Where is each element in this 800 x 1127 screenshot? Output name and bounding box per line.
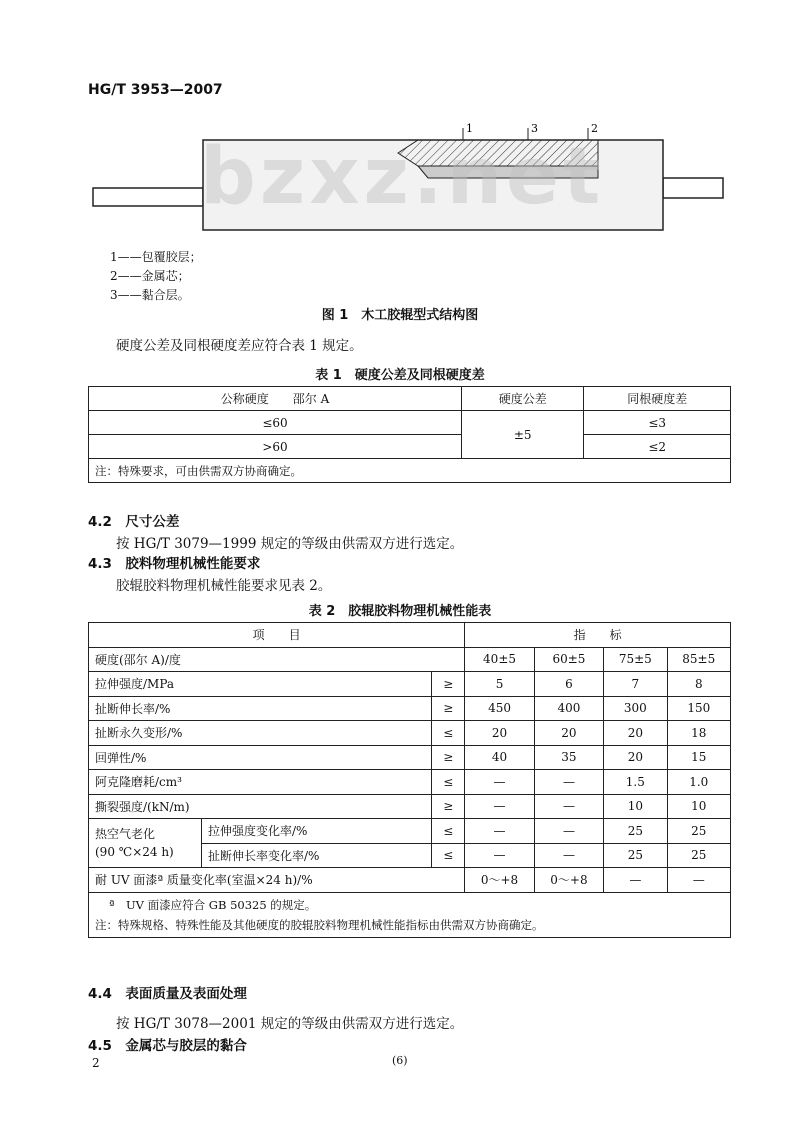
callout-2: 2 [591, 122, 598, 135]
table-cell: 6 [534, 672, 603, 697]
legend-item: 3——黏合层。 [110, 288, 190, 302]
table-notes [89, 892, 731, 937]
table-cell: 5 [465, 672, 534, 697]
callout-3: 3 [531, 122, 538, 135]
table-cell: 回弹性/% [89, 745, 432, 770]
table-cell: 20 [465, 721, 534, 746]
table-header: 公称硬度 邵尔 A [89, 387, 462, 411]
table-cell: — [604, 868, 667, 893]
table-cell: 40 [465, 745, 534, 770]
table2-caption: 表 2 胶辊胶料物理机械性能表 [308, 604, 492, 619]
paragraph: 胶辊胶料物理机械性能要求见表 2。 [116, 578, 332, 594]
table-header: 项 目 [89, 623, 465, 648]
callout-1: 1 [466, 122, 473, 135]
table-cell: — [534, 794, 603, 819]
table-cell: — [465, 770, 534, 795]
standard-number: HG/T 3953—2007 [88, 82, 223, 98]
table-cell: 撕裂强度/(kN/m) [89, 794, 432, 819]
section-heading: 4.4 表面质量及表面处理 [88, 986, 247, 1002]
table-cell: — [667, 868, 730, 893]
table-cell: 35 [534, 745, 603, 770]
table-cell: 10 [667, 794, 730, 819]
table-cell: 拉伸强度变化率/% [202, 819, 432, 844]
paragraph: 按 HG/T 3079—1999 规定的等级由供需双方进行选定。 [116, 536, 464, 552]
table-cell: ≤ [432, 843, 465, 868]
legend-item: 2——金属芯； [110, 269, 190, 283]
paragraph: 硬度公差及同根硬度差应符合表 1 规定。 [116, 338, 363, 354]
table-cell: 0～+8 [534, 868, 603, 893]
footnote-a: ª UV 面漆应符合 GB 50325 的规定。 [109, 897, 317, 912]
page-number: 2 [92, 1056, 100, 1070]
table-cell: ≤ [432, 770, 465, 795]
table-cell: 20 [534, 721, 603, 746]
table-cell: 扯断伸长率变化率/% [202, 843, 432, 868]
table-cell: 7 [604, 672, 667, 697]
table-cell: 60±5 [534, 647, 603, 672]
table-cell: 25 [667, 819, 730, 844]
table-cell: 75±5 [604, 647, 667, 672]
table-cell: — [534, 819, 603, 844]
section-heading: 4.2 尺寸公差 [88, 514, 180, 530]
table-note: 注：特殊要求，可由供需双方协商确定。 [89, 459, 731, 483]
table-cell: 25 [604, 843, 667, 868]
page-code: (6) [392, 1054, 408, 1067]
table-cell: — [534, 843, 603, 868]
table-cell: ≤ [432, 819, 465, 844]
table-cell: ≥ [432, 672, 465, 697]
table-cell-aging [89, 819, 202, 868]
table-cell: 20 [604, 721, 667, 746]
table-cell: — [465, 794, 534, 819]
section-heading: 4.3 胶料物理机械性能要求 [88, 556, 261, 572]
table-cell: ≤60 [89, 411, 462, 435]
table-2 [88, 622, 731, 938]
table-cell: 0～+8 [465, 868, 534, 893]
table-1 [88, 386, 731, 483]
table-cell: 10 [604, 794, 667, 819]
table-cell: 300 [604, 696, 667, 721]
table-cell: >60 [89, 435, 462, 459]
table-cell: — [465, 843, 534, 868]
section-heading: 4.5 金属芯与胶层的黏合 [88, 1038, 247, 1054]
table-cell: 1.0 [667, 770, 730, 795]
table-cell: 15 [667, 745, 730, 770]
figure-caption: 图 1 木工胶辊型式结构图 [321, 308, 479, 323]
table-cell: 25 [667, 843, 730, 868]
legend-item: 1——包覆胶层； [110, 250, 202, 264]
table-cell: 8 [667, 672, 730, 697]
table-cell: 85±5 [667, 647, 730, 672]
table-cell: 150 [667, 696, 730, 721]
table-header: 硬度公差 [462, 387, 584, 411]
table-cell: 硬度(邵尔 A)/度 [89, 647, 465, 672]
table-cell: 扯断伸长率/% [89, 696, 432, 721]
watermark: bzxz.net [200, 132, 605, 222]
table-note: 注：特殊规格、特殊性能及其他硬度的胶辊胶料物理机械性能指标由供需双方协商确定。 [95, 917, 544, 932]
table-cell: 25 [604, 819, 667, 844]
table-cell: — [465, 819, 534, 844]
table-cell: 1.5 [604, 770, 667, 795]
paragraph: 按 HG/T 3078—2001 规定的等级由供需双方进行选定。 [116, 1016, 464, 1032]
table-cell: 耐 UV 面漆ª 质量变化率(室温×24 h)/% [89, 868, 465, 893]
table-cell: 拉伸强度/MPa [89, 672, 432, 697]
table-cell: ≤3 [584, 411, 731, 435]
table-cell: ≥ [432, 696, 465, 721]
table-cell: ≤2 [584, 435, 731, 459]
table-cell: — [534, 770, 603, 795]
table-cell: 扯断永久变形/% [89, 721, 432, 746]
table1-caption: 表 1 硬度公差及同根硬度差 [315, 368, 485, 383]
table-cell: ≤ [432, 721, 465, 746]
table-cell: 40±5 [465, 647, 534, 672]
table-cell: 阿克隆磨耗/cm³ [89, 770, 432, 795]
table-cell: 400 [534, 696, 603, 721]
aging-condition: (90 ℃×24 h) [95, 845, 174, 859]
table-cell: ±5 [462, 411, 584, 459]
table-cell: 20 [604, 745, 667, 770]
table-header: 指 标 [465, 623, 731, 648]
table-header: 同根硬度差 [584, 387, 731, 411]
table-cell: ≥ [432, 745, 465, 770]
aging-label: 热空气老化 [95, 827, 156, 841]
table-cell: ≥ [432, 794, 465, 819]
table-cell: 450 [465, 696, 534, 721]
table-cell: 18 [667, 721, 730, 746]
